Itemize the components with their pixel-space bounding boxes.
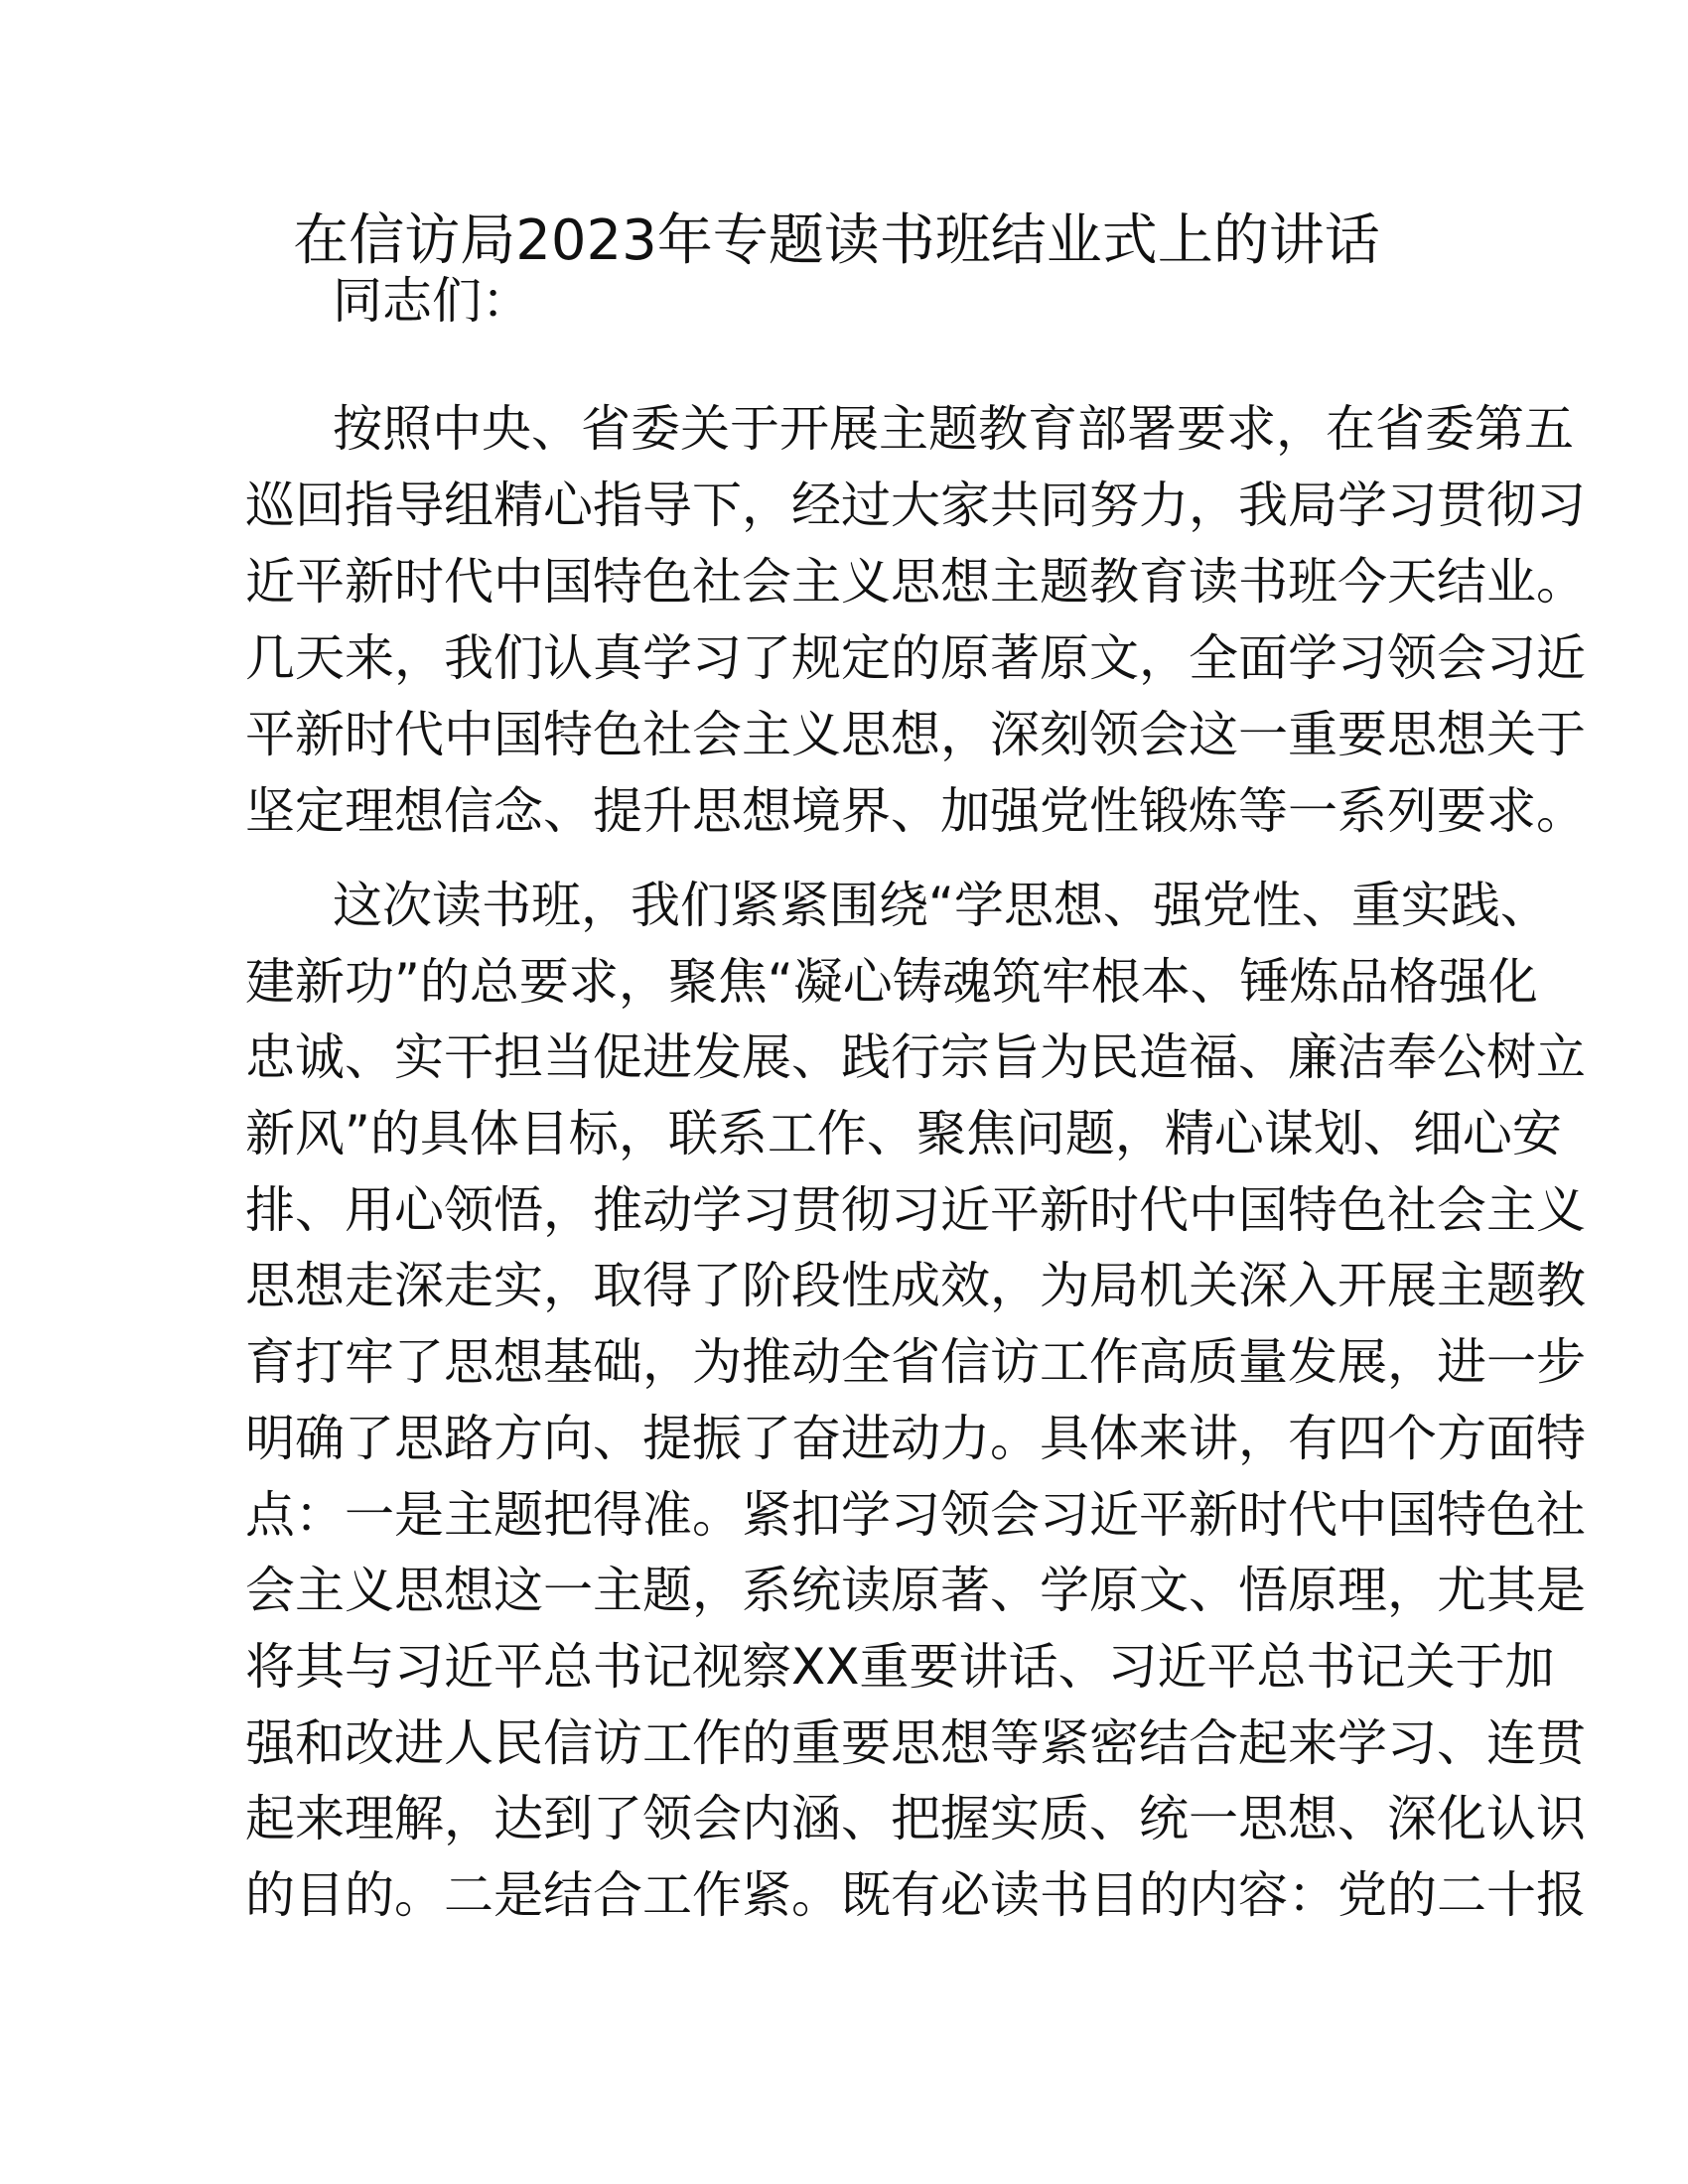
paragraph-line: 这次读书班，我们紧紧围绕“学思想、强党性、重实践、 (333, 877, 1550, 934)
paragraph-line: 将其与习近平总书记视察XX重要讲话、习近平总书记关于加 (245, 1637, 1555, 1696)
paragraph-line: 建新功”的总要求，聚焦“凝心铸魂筑牢根本、锤炼品格强化 (245, 952, 1538, 1011)
paragraph-line: 按照中央、省委关于开展主题教育部署要求，在省委第五 (333, 400, 1574, 458)
paragraph-line: 巡回指导组精心指导下，经过大家共同努力，我局学习贯彻习 (245, 477, 1586, 534)
paragraph-line: 近平新时代中国特色社会主义思想主题教育读书班今天结业。 (245, 553, 1586, 611)
paragraph-line: 坚定理想信念、提升思想境界、加强党性锻炼等一系列要求。 (245, 782, 1586, 840)
paragraph-line: 点：一是主题把得准。紧扣学习领会习近平新时代中国特色社 (245, 1485, 1586, 1544)
paragraph-line: 明确了思路方向、提振了奋进动力。具体来讲，有四个方面特 (245, 1409, 1586, 1467)
paragraph-line: 几天来，我们认真学习了规定的原著原文，全面学习领会习近 (245, 629, 1586, 687)
paragraph-line: 排、用心领悟，推动学习贯彻习近平新时代中国特色社会主义 (245, 1180, 1586, 1239)
paragraph-line: 的目的。二是结合工作紧。既有必读书目的内容：党的二十报 (245, 1865, 1586, 1924)
paragraph-line: 会主义思想这一主题，系统读原著、学原文、悟原理，尤其是 (245, 1562, 1586, 1620)
paragraph-line: 忠诚、实干担当促进发展、践行宗旨为民造福、廉洁奉公树立 (245, 1028, 1586, 1087)
paragraph-line: 强和改进人民信访工作的重要思想等紧密结合起来学习、连贯 (245, 1713, 1586, 1772)
paragraph-1 (245, 391, 1586, 850)
salutation: 同志们： (333, 272, 531, 330)
paragraph-line: 新风”的具体目标，联系工作、聚焦问题，精心谋划、细心安 (245, 1105, 1562, 1163)
paragraph-2 (245, 868, 1586, 1934)
paragraph-line: 育打牢了思想基础，为推动全省信访工作高质量发展，进一步 (245, 1333, 1586, 1392)
document-title: 在信访局2023年专题读书班结业式上的讲话 (293, 208, 1380, 273)
paragraph-line: 思想走深走实，取得了阶段性成效，为局机关深入开展主题教 (245, 1257, 1586, 1315)
paragraph-line: 起来理解，达到了领会内涵、把握实质、统一思想、深化认识 (245, 1790, 1586, 1848)
paragraph-line: 平新时代中国特色社会主义思想，深刻领会这一重要思想关于 (245, 706, 1586, 763)
